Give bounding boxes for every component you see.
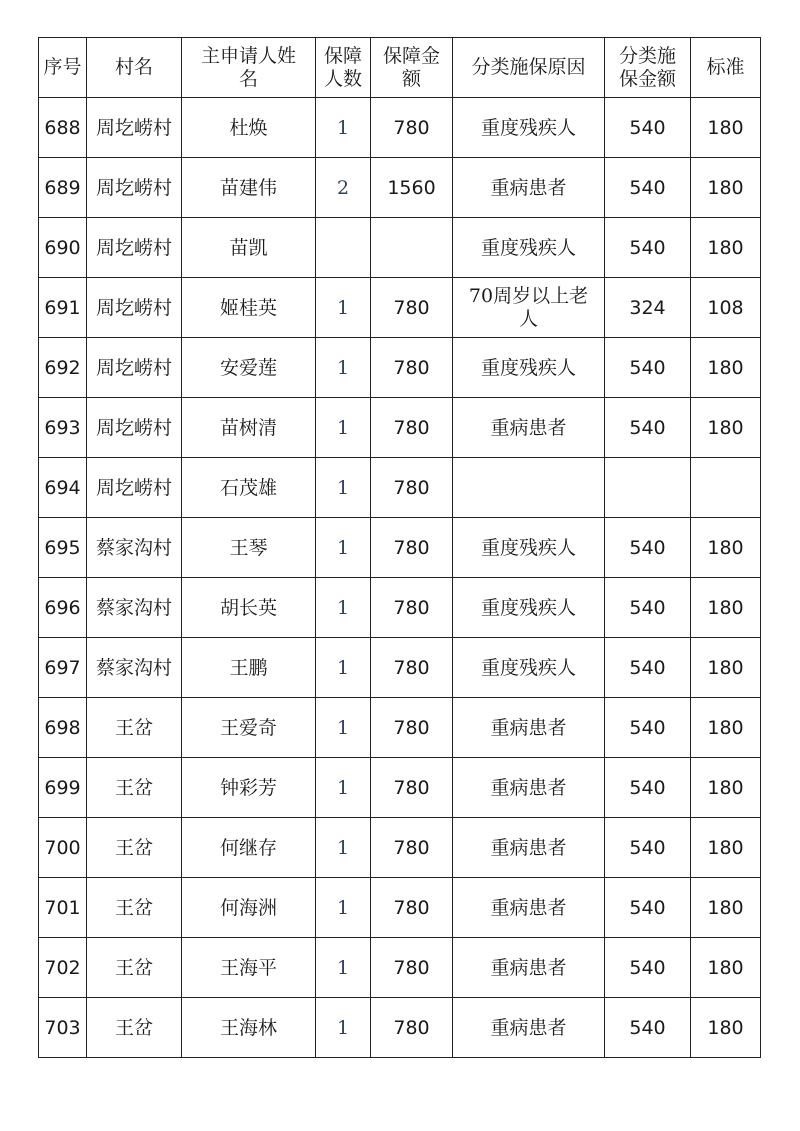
header-sub-amount-text: 分类施保金额 [618, 44, 676, 90]
allowance-roster-sheet [38, 37, 761, 1058]
header-amount [371, 38, 453, 98]
amount-cell: 780 [371, 578, 453, 638]
amount-cell: 780 [371, 998, 453, 1058]
sub-amount-cell: 540 [605, 638, 691, 698]
village-cell: 周圪崂村 [87, 218, 182, 278]
applicant-name-cell: 王海林 [182, 998, 316, 1058]
amount-cell: 1560 [371, 158, 453, 218]
sub-amount-cell: 540 [605, 518, 691, 578]
sub-amount-cell: 540 [605, 98, 691, 158]
reason-cell [453, 278, 605, 338]
standard-cell: 180 [691, 98, 761, 158]
applicant-name-cell: 王爱奇 [182, 698, 316, 758]
reason-cell: 重病患者 [453, 158, 605, 218]
village-cell: 周圪崂村 [87, 338, 182, 398]
applicant-name-cell: 何海洲 [182, 878, 316, 938]
table-row [39, 698, 761, 758]
header-reason: 分类施保原因 [453, 38, 605, 98]
standard-cell: 180 [691, 158, 761, 218]
sub-amount-cell: 540 [605, 938, 691, 998]
header-row [39, 38, 761, 98]
header-applicant-text: 主申请人姓名 [200, 44, 296, 90]
people-count-cell: 1 [316, 758, 371, 818]
applicant-name-cell: 杜焕 [182, 98, 316, 158]
village-cell: 周圪崂村 [87, 98, 182, 158]
village-cell: 王岔 [87, 758, 182, 818]
seq-cell: 699 [39, 758, 87, 818]
amount-cell: 780 [371, 638, 453, 698]
amount-cell: 780 [371, 518, 453, 578]
reason-cell: 重病患者 [453, 998, 605, 1058]
seq-cell: 702 [39, 938, 87, 998]
header-standard: 标准 [691, 38, 761, 98]
header-sub-amount [605, 38, 691, 98]
applicant-name-cell: 钟彩芳 [182, 758, 316, 818]
reason-cell: 重度残疾人 [453, 638, 605, 698]
people-count-cell: 2 [316, 158, 371, 218]
people-count-cell: 1 [316, 98, 371, 158]
sub-amount-cell: 540 [605, 578, 691, 638]
table-row [39, 218, 761, 278]
seq-cell: 700 [39, 818, 87, 878]
village-cell: 周圪崂村 [87, 158, 182, 218]
amount-cell [371, 218, 453, 278]
applicant-name-cell: 苗凯 [182, 218, 316, 278]
table-row [39, 578, 761, 638]
people-count-cell: 1 [316, 398, 371, 458]
seq-cell: 698 [39, 698, 87, 758]
seq-cell: 701 [39, 878, 87, 938]
reason-cell [453, 458, 605, 518]
people-count-cell: 1 [316, 518, 371, 578]
sub-amount-cell: 540 [605, 698, 691, 758]
village-cell: 王岔 [87, 818, 182, 878]
applicant-name-cell: 王海平 [182, 938, 316, 998]
table-row [39, 818, 761, 878]
people-count-cell: 1 [316, 458, 371, 518]
seq-cell: 691 [39, 278, 87, 338]
table-row [39, 398, 761, 458]
people-count-cell: 1 [316, 338, 371, 398]
applicant-name-cell: 胡长英 [182, 578, 316, 638]
table-row [39, 458, 761, 518]
table-row [39, 278, 761, 338]
village-cell: 蔡家沟村 [87, 578, 182, 638]
people-count-cell: 1 [316, 578, 371, 638]
village-cell: 周圪崂村 [87, 398, 182, 458]
reason-cell: 重度残疾人 [453, 578, 605, 638]
allowance-roster-table [38, 37, 761, 1058]
standard-cell: 180 [691, 398, 761, 458]
standard-cell: 180 [691, 518, 761, 578]
village-cell: 王岔 [87, 878, 182, 938]
amount-cell: 780 [371, 758, 453, 818]
applicant-name-cell: 苗建伟 [182, 158, 316, 218]
sub-amount-cell: 540 [605, 818, 691, 878]
table-row [39, 98, 761, 158]
amount-cell: 780 [371, 98, 453, 158]
standard-cell: 180 [691, 218, 761, 278]
seq-cell: 697 [39, 638, 87, 698]
standard-cell: 180 [691, 758, 761, 818]
village-cell: 王岔 [87, 938, 182, 998]
village-cell: 王岔 [87, 998, 182, 1058]
seq-cell: 690 [39, 218, 87, 278]
seq-cell: 695 [39, 518, 87, 578]
table-row [39, 638, 761, 698]
people-count-cell: 1 [316, 818, 371, 878]
table-row [39, 158, 761, 218]
reason-cell: 重度残疾人 [453, 338, 605, 398]
people-count-cell: 1 [316, 638, 371, 698]
people-count-cell: 1 [316, 698, 371, 758]
table-row [39, 938, 761, 998]
village-cell: 周圪崂村 [87, 458, 182, 518]
header-people-text: 保障人数 [323, 44, 362, 90]
table-row [39, 518, 761, 578]
reason-cell: 重病患者 [453, 818, 605, 878]
village-cell: 王岔 [87, 698, 182, 758]
seq-cell: 703 [39, 998, 87, 1058]
village-cell: 蔡家沟村 [87, 638, 182, 698]
reason-cell: 重度残疾人 [453, 98, 605, 158]
applicant-name-cell: 王鹏 [182, 638, 316, 698]
seq-cell: 688 [39, 98, 87, 158]
village-cell: 蔡家沟村 [87, 518, 182, 578]
amount-cell: 780 [371, 398, 453, 458]
reason-cell: 重度残疾人 [453, 218, 605, 278]
header-seq: 序号 [39, 38, 87, 98]
header-people [316, 38, 371, 98]
people-count-cell: 1 [316, 878, 371, 938]
applicant-name-cell: 王琴 [182, 518, 316, 578]
reason-cell: 重病患者 [453, 938, 605, 998]
standard-cell: 180 [691, 578, 761, 638]
people-count-cell [316, 218, 371, 278]
standard-cell: 180 [691, 878, 761, 938]
standard-cell: 180 [691, 338, 761, 398]
table-row [39, 338, 761, 398]
header-applicant [182, 38, 316, 98]
seq-cell: 692 [39, 338, 87, 398]
amount-cell: 780 [371, 938, 453, 998]
seq-cell: 694 [39, 458, 87, 518]
standard-cell: 108 [691, 278, 761, 338]
table-row [39, 878, 761, 938]
people-count-cell: 1 [316, 998, 371, 1058]
reason-cell: 重病患者 [453, 878, 605, 938]
amount-cell: 780 [371, 698, 453, 758]
standard-cell: 180 [691, 698, 761, 758]
standard-cell [691, 458, 761, 518]
seq-cell: 693 [39, 398, 87, 458]
standard-cell: 180 [691, 938, 761, 998]
sub-amount-cell: 540 [605, 338, 691, 398]
applicant-name-cell: 姬桂英 [182, 278, 316, 338]
seq-cell: 689 [39, 158, 87, 218]
reason-cell: 重病患者 [453, 758, 605, 818]
sub-amount-cell [605, 458, 691, 518]
reason-text: 70周岁以上老人 [468, 284, 589, 330]
seq-cell: 696 [39, 578, 87, 638]
standard-cell: 180 [691, 638, 761, 698]
sub-amount-cell: 324 [605, 278, 691, 338]
applicant-name-cell: 何继存 [182, 818, 316, 878]
sub-amount-cell: 540 [605, 398, 691, 458]
sub-amount-cell: 540 [605, 218, 691, 278]
table-header [39, 38, 761, 98]
applicant-name-cell: 安爱莲 [182, 338, 316, 398]
sub-amount-cell: 540 [605, 158, 691, 218]
reason-cell: 重病患者 [453, 398, 605, 458]
sub-amount-cell: 540 [605, 878, 691, 938]
sub-amount-cell: 540 [605, 758, 691, 818]
standard-cell: 180 [691, 998, 761, 1058]
reason-cell: 重病患者 [453, 698, 605, 758]
amount-cell: 780 [371, 278, 453, 338]
header-village: 村名 [87, 38, 182, 98]
amount-cell: 780 [371, 338, 453, 398]
reason-cell: 重度残疾人 [453, 518, 605, 578]
table-row [39, 758, 761, 818]
applicant-name-cell: 石茂雄 [182, 458, 316, 518]
amount-cell: 780 [371, 818, 453, 878]
people-count-cell: 1 [316, 938, 371, 998]
applicant-name-cell: 苗树清 [182, 398, 316, 458]
standard-cell: 180 [691, 818, 761, 878]
sub-amount-cell: 540 [605, 998, 691, 1058]
header-amount-text: 保障金额 [382, 44, 440, 90]
amount-cell: 780 [371, 878, 453, 938]
table-body [39, 98, 761, 1058]
people-count-cell: 1 [316, 278, 371, 338]
village-cell: 周圪崂村 [87, 278, 182, 338]
amount-cell: 780 [371, 458, 453, 518]
table-row [39, 998, 761, 1058]
